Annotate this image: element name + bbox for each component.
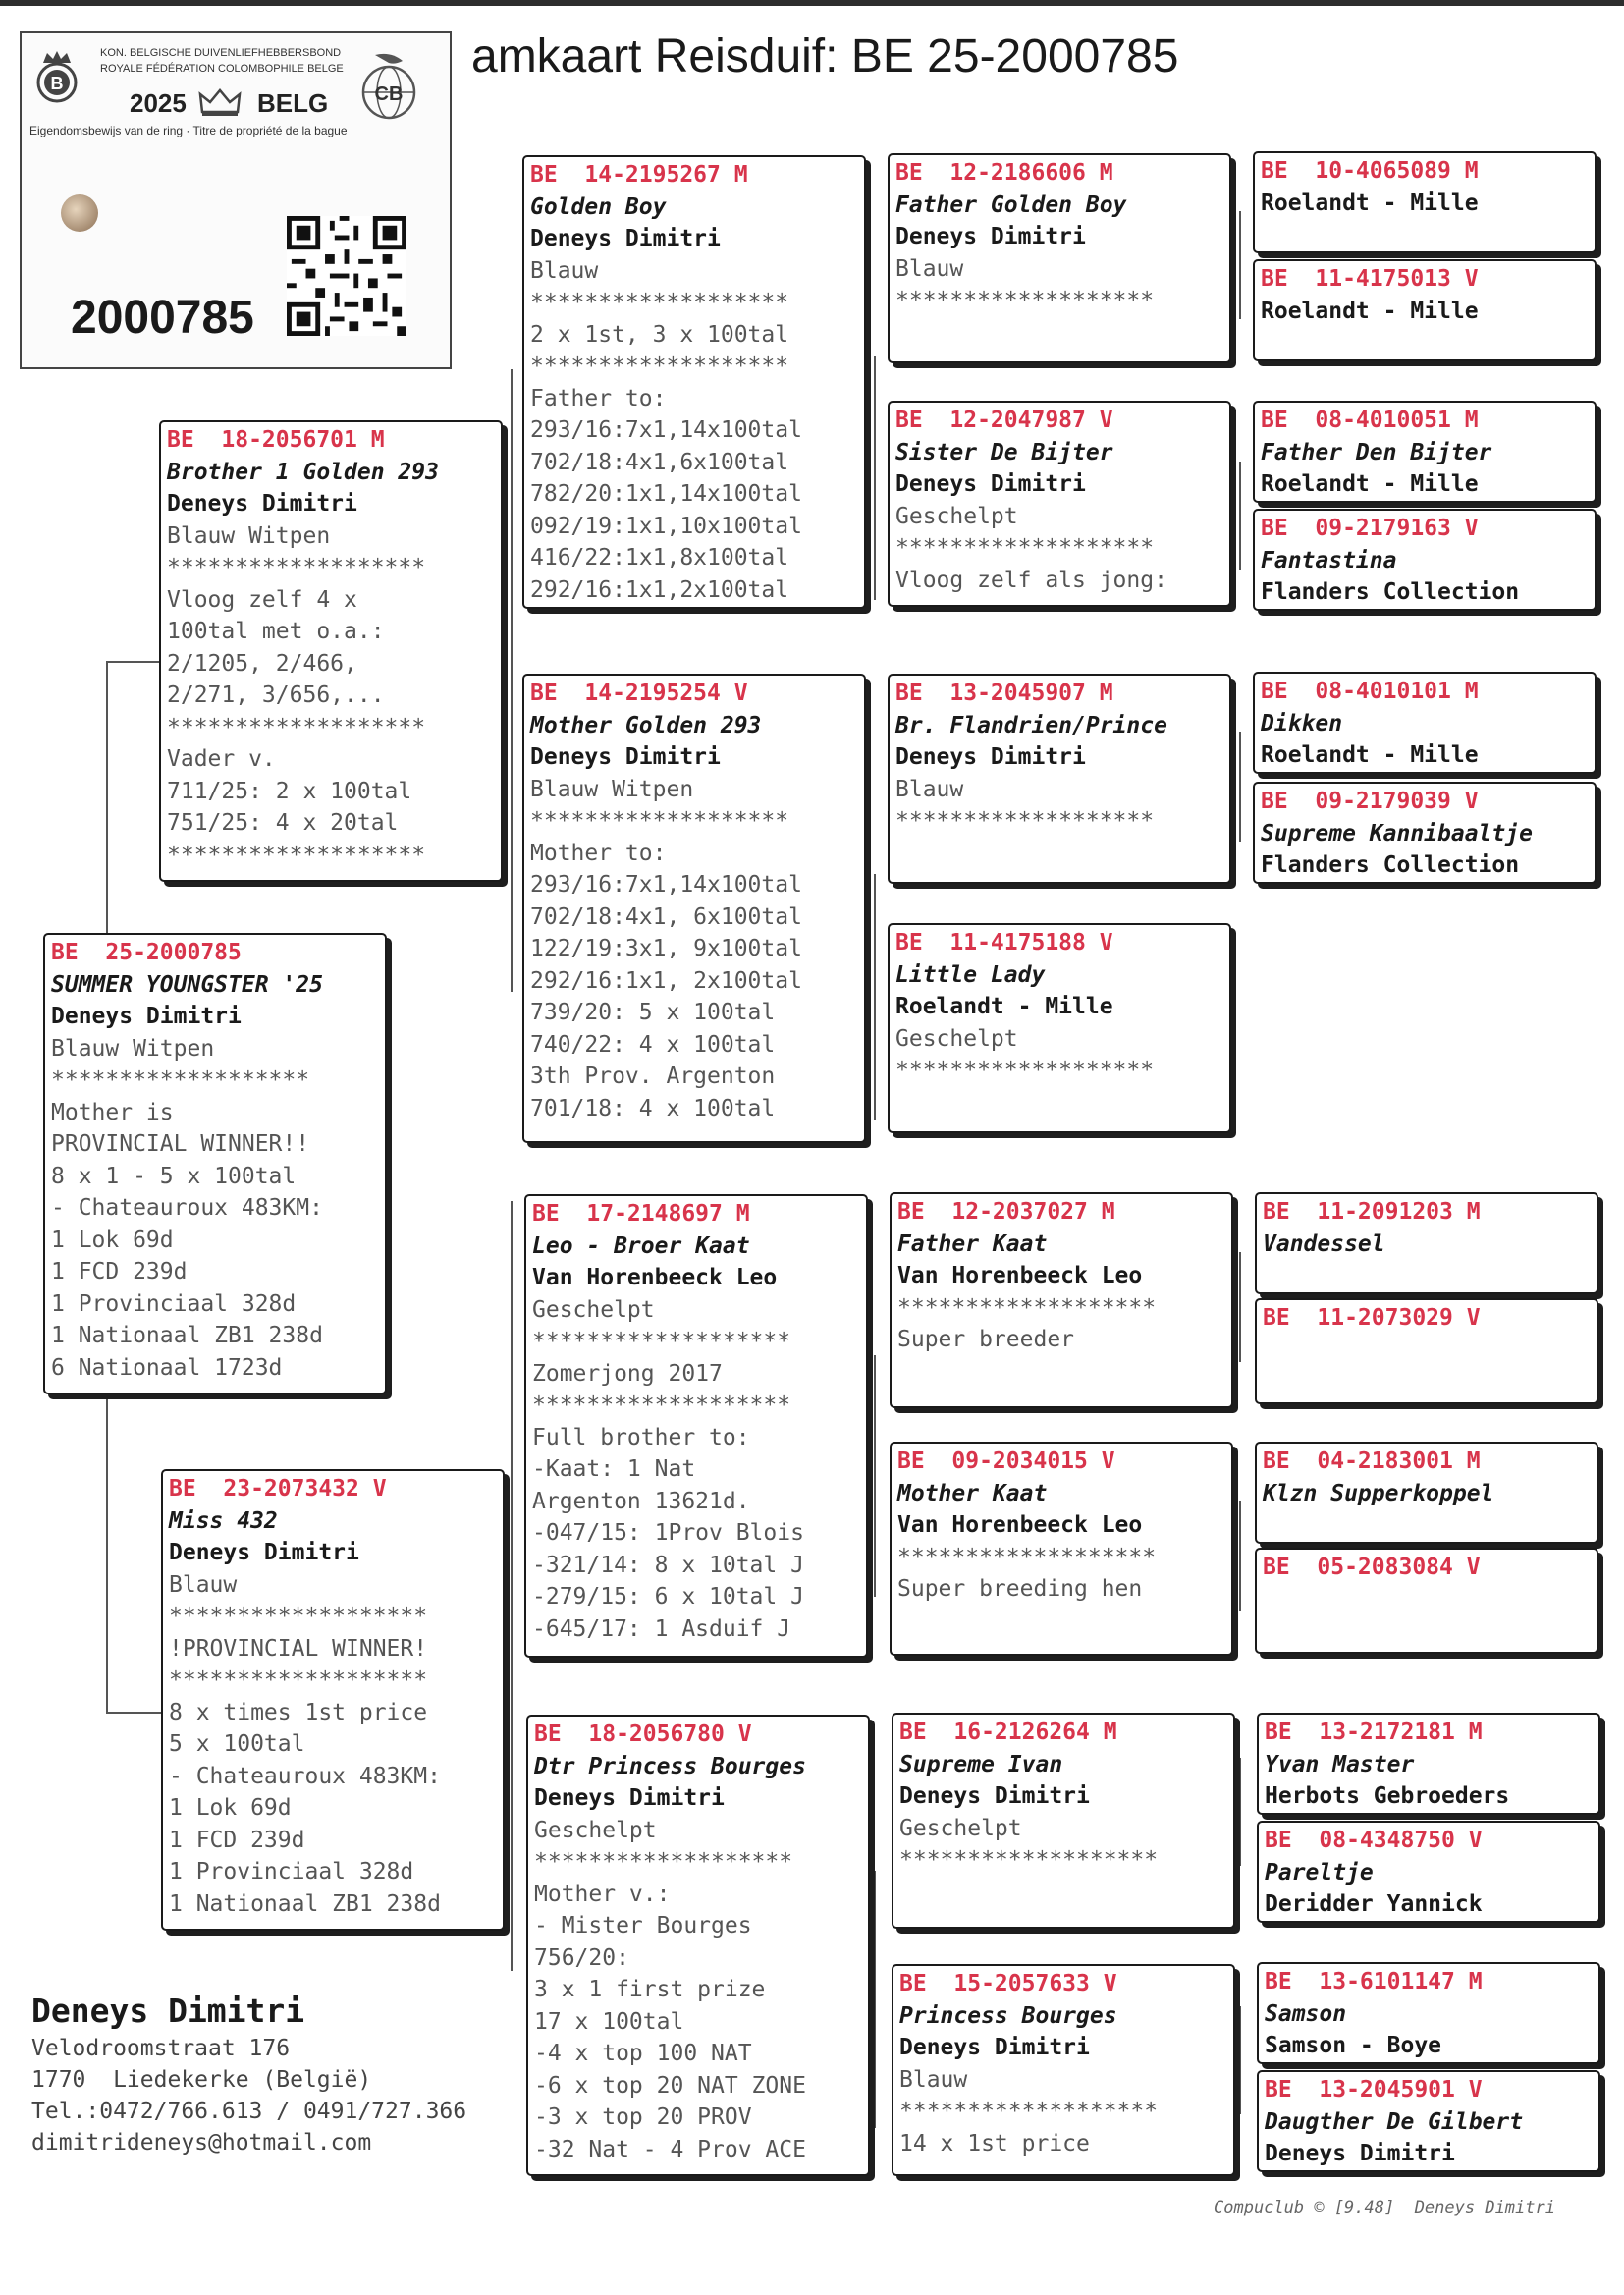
ring-number-label: BE 13-2045907 M xyxy=(895,681,1113,706)
separator-line: ******************* xyxy=(169,1667,428,1693)
ring-number-label: BE 13-2172181 M xyxy=(1265,1720,1483,1745)
ancestor-card-g9 xyxy=(1255,1192,1598,1294)
info-line: -4 x top 100 NAT xyxy=(534,2041,752,2066)
ancestor-card-fff xyxy=(888,153,1231,363)
separator-line: ******************* xyxy=(532,1329,791,1354)
info-line: 1 FCD 239d xyxy=(169,1827,305,1853)
info-line: 782/20:1x1,14x100tal xyxy=(530,481,802,507)
info-line: 701/18: 4 x 100tal xyxy=(530,1095,776,1121)
owner-name: Van Horenbeeck Leo xyxy=(532,1265,778,1290)
ancestor-card-mfm xyxy=(890,1442,1233,1656)
pigeon-name: Supreme Kannibaaltje xyxy=(1261,820,1533,847)
ancestor-card-g12 xyxy=(1255,1548,1598,1654)
globe-letters: CB xyxy=(374,83,404,105)
pigeon-name: Father Kaat xyxy=(897,1230,1048,1257)
owner-name: Samson - Boye xyxy=(1265,2033,1442,2058)
info-line: 1 Lok 69d xyxy=(51,1227,174,1253)
ring-number-label: BE 18-2056780 V xyxy=(534,1721,752,1747)
pigeon-colour: Blauw xyxy=(169,1571,238,1598)
ring-number-label: BE 14-2195267 M xyxy=(530,162,748,188)
separator-line: ******************* xyxy=(167,842,426,868)
pigeon-colour: Blauw Witpen xyxy=(51,1035,215,1062)
federation-name-fr: ROYALE FÉDÉRATION COLOMBOPHILE BELGE xyxy=(100,63,344,75)
pigeon-colour: Blauw xyxy=(895,776,964,802)
pigeon-name: Daugther De Gilbert xyxy=(1265,2108,1524,2135)
separator-line: ******************* xyxy=(897,1544,1157,1570)
info-line: - Chateauroux 483KM: xyxy=(51,1195,323,1221)
ring-number-label: BE 13-6101147 M xyxy=(1265,1969,1483,1994)
info-line: 5 x 100tal xyxy=(169,1731,305,1757)
breeder-email: dimitrideneys@hotmail.com xyxy=(31,2130,372,2156)
pigeon-name: Fantastina xyxy=(1261,547,1397,574)
pigeon-name: Mother Kaat xyxy=(897,1480,1048,1506)
owner-name: Roelandt - Mille xyxy=(1261,298,1479,324)
info-line: Vader v. xyxy=(167,746,276,772)
pigeon-name: Br. Flandrien/Prince xyxy=(895,712,1167,738)
info-line: -32 Nat - 4 Prov ACE xyxy=(534,2136,806,2162)
info-line: Mother is xyxy=(51,1099,174,1125)
ancestor-card-g11 xyxy=(1255,1442,1598,1544)
pigeon-name: Leo - Broer Kaat xyxy=(532,1232,750,1259)
ancestor-card-g5 xyxy=(1253,672,1597,774)
tree-line xyxy=(511,369,513,992)
owner-name: Roelandt - Mille xyxy=(895,994,1113,1019)
separator-line: ******************* xyxy=(897,1294,1157,1321)
info-line: 292/16:1x1,2x100tal xyxy=(530,576,789,603)
info-line: 100tal met o.a.: xyxy=(167,619,385,644)
owner-name: Deneys Dimitri xyxy=(530,744,721,770)
subject-pigeon-card xyxy=(43,933,387,1394)
info-line: 739/20: 5 x 100tal xyxy=(530,1000,776,1025)
info-line: -321/14: 8 x 10tal J xyxy=(532,1552,804,1578)
info-line: 1 Lok 69d xyxy=(169,1795,292,1821)
pigeon-name: Father Golden Boy xyxy=(895,191,1127,218)
pigeon-name: Sister De Bijter xyxy=(895,439,1113,465)
tree-line xyxy=(1239,1758,1241,1866)
ring-number-label: BE 08-4348750 V xyxy=(1265,1828,1483,1853)
info-line: 2 x 1st, 3 x 100tal xyxy=(530,321,789,348)
ring-card xyxy=(20,31,452,369)
tree-line xyxy=(106,661,108,938)
owner-name: Van Horenbeeck Leo xyxy=(897,1512,1143,1538)
pigeon-name: Mother Golden 293 xyxy=(530,712,762,738)
ancestor-card-g14 xyxy=(1257,1821,1600,1923)
software-credit: Compuclub © [9.48] Deneys Dimitri xyxy=(1214,2198,1555,2217)
info-line: 751/25: 4 x 20tal xyxy=(167,810,399,836)
ring-number-label: BE 12-2037027 M xyxy=(897,1199,1115,1225)
separator-line: ******************* xyxy=(51,1067,310,1093)
ring-number-label: BE 17-2148697 M xyxy=(532,1201,750,1227)
separator-line: ******************* xyxy=(532,1393,791,1418)
page-title: amkaart Reisduif: BE 25-2000785 xyxy=(471,30,1179,82)
info-line: 14 x 1st price xyxy=(899,2130,1090,2157)
pigeon-name: Brother 1 Golden 293 xyxy=(167,459,439,485)
ancestor-card-g3 xyxy=(1253,401,1597,503)
paternal-grandfather-card xyxy=(522,155,866,609)
info-line: PROVINCIAL WINNER!! xyxy=(51,1131,310,1157)
info-line: Super breeding hen xyxy=(897,1576,1143,1602)
info-line: 6 Nationaal 1723d xyxy=(51,1354,283,1381)
info-line: - Mister Bourges xyxy=(534,1913,752,1939)
separator-line: ******************* xyxy=(895,288,1155,313)
ring-number-label: BE 08-4010101 M xyxy=(1261,679,1479,704)
pigeon-colour: Geschelpt xyxy=(899,1815,1022,1841)
info-line: Vloog zelf 4 x xyxy=(167,586,357,613)
owner-name: Roelandt - Mille xyxy=(1261,471,1479,497)
ancestor-card-g1 xyxy=(1253,151,1597,253)
separator-line: ******************* xyxy=(895,1058,1155,1083)
info-line: 711/25: 2 x 100tal xyxy=(167,778,412,804)
info-line: 17 x 100tal xyxy=(534,2008,684,2035)
ring-country: BELG xyxy=(257,88,329,118)
pigeon-colour: Geschelpt xyxy=(895,1025,1018,1052)
info-line: !PROVINCIAL WINNER! xyxy=(169,1635,428,1662)
info-line: 8 x times 1st price xyxy=(169,1699,428,1725)
pigeon-name: Dtr Princess Bourges xyxy=(534,1753,806,1779)
federation-name-nl: KON. BELGISCHE DUIVENLIEFHEBBERSBOND xyxy=(100,47,342,59)
info-line: 416/22:1x1,8x100tal xyxy=(530,545,789,571)
info-line: 702/18:4x1,6x100tal xyxy=(530,449,789,475)
pigeon-colour: Geschelpt xyxy=(534,1817,657,1843)
owner-name: Deneys Dimitri xyxy=(895,224,1086,249)
tree-line xyxy=(874,1871,876,2128)
ring-number-label: BE 15-2057633 V xyxy=(899,1971,1117,1996)
ancestor-card-fmf xyxy=(888,674,1231,884)
info-line: 2/1205, 2/466, xyxy=(167,650,357,677)
ring-number-label: BE 18-2056701 M xyxy=(167,427,385,453)
separator-line: ******************* xyxy=(895,808,1155,834)
ring-number-label: BE 25-2000785 xyxy=(51,940,242,965)
ring-number-label: BE 12-2186606 M xyxy=(895,160,1113,186)
pigeon-name: Little Lady xyxy=(895,961,1046,988)
tree-line xyxy=(1239,462,1241,570)
owner-name: Deneys Dimitri xyxy=(899,1783,1090,1809)
ring-hole-icon xyxy=(61,194,98,232)
info-line: 2/271, 3/656,... xyxy=(167,683,385,708)
info-line: 702/18:4x1, 6x100tal xyxy=(530,903,802,930)
owner-name: Deneys Dimitri xyxy=(167,491,357,517)
ring-number-label: BE 11-2073029 V xyxy=(1263,1305,1481,1331)
pigeon-colour: Blauw xyxy=(895,255,964,282)
info-line: Argenton 13621d. xyxy=(532,1488,750,1514)
info-line: 1 FCD 239d xyxy=(51,1259,188,1284)
maternal-grandfather-card xyxy=(524,1194,868,1658)
info-line: -3 x top 20 PROV xyxy=(534,2104,752,2130)
mother-card xyxy=(161,1469,505,1931)
pigeon-name: Pareltje xyxy=(1265,1859,1374,1885)
ring-number-label: BE 11-2091203 M xyxy=(1263,1199,1481,1225)
maternal-grandmother-card xyxy=(526,1715,870,2176)
info-line: 1 Nationaal ZB1 238d xyxy=(169,1890,441,1917)
tree-line xyxy=(1239,732,1241,842)
ancestor-card-mff xyxy=(890,1192,1233,1408)
ancestor-card-g16 xyxy=(1257,2070,1600,2172)
owner-name: Herbots Gebroeders xyxy=(1265,1783,1510,1809)
ring-number-label: BE 11-4175013 V xyxy=(1261,266,1479,292)
info-line: 122/19:3x1, 9x100tal xyxy=(530,936,802,961)
pigeon-colour: Blauw xyxy=(530,257,599,284)
pigeon-colour: Blauw xyxy=(899,2066,968,2093)
info-line: 1 Provinciaal 328d xyxy=(169,1859,414,1885)
ancestor-card-g10 xyxy=(1255,1298,1598,1404)
pigeon-name: Klzn Supperkoppel xyxy=(1263,1480,1494,1506)
info-line: 1 Nationaal ZB1 238d xyxy=(51,1323,323,1348)
paternal-grandmother-card xyxy=(522,674,866,1143)
separator-line: ******************* xyxy=(899,1847,1159,1873)
ancestor-card-ffm xyxy=(888,401,1231,607)
pigeon-colour: Geschelpt xyxy=(532,1296,655,1323)
owner-name: Van Horenbeeck Leo xyxy=(897,1263,1143,1288)
breeder-name: Deneys Dimitri xyxy=(31,1992,305,2030)
ring-number-label: BE 04-2183001 M xyxy=(1263,1448,1481,1474)
ring-number-label: BE 11-4175188 V xyxy=(895,930,1113,956)
separator-line: ******************* xyxy=(530,290,789,315)
pigeon-colour: Geschelpt xyxy=(895,503,1018,529)
owner-name: Deneys Dimitri xyxy=(534,1785,725,1811)
breeder-street: Velodroomstraat 176 xyxy=(31,2036,291,2061)
tree-line xyxy=(106,1712,161,1714)
crown-icon xyxy=(196,86,244,118)
ring-number-label: BE 08-4010051 M xyxy=(1261,408,1479,433)
ring-year: 2025 xyxy=(130,88,187,118)
info-line: -6 x top 20 NAT ZONE xyxy=(534,2072,806,2099)
pigeon-name: Princess Bourges xyxy=(899,2002,1117,2029)
owner-name: Deneys Dimitri xyxy=(169,1540,359,1565)
info-line: 1 Provinciaal 328d xyxy=(51,1290,297,1317)
info-line: - Chateauroux 483KM: xyxy=(169,1763,441,1789)
info-line: Full brother to: xyxy=(532,1424,750,1450)
qr-code-icon xyxy=(287,216,406,336)
owner-name: Deneys Dimitri xyxy=(899,2035,1090,2060)
info-line: Super breeder xyxy=(897,1327,1075,1352)
tree-line xyxy=(1239,1501,1241,1611)
ring-number-label: BE 12-2047987 V xyxy=(895,408,1113,433)
ancestor-card-g13 xyxy=(1257,1713,1600,1815)
tree-line xyxy=(874,356,876,600)
ancestor-card-mmf xyxy=(892,1713,1235,1929)
owner-name: Flanders Collection xyxy=(1261,852,1520,878)
info-line: 740/22: 4 x 100tal xyxy=(530,1031,776,1058)
owner-name: Deridder Yannick xyxy=(1265,1891,1483,1917)
tree-line xyxy=(874,1355,876,1597)
tree-line xyxy=(1239,1252,1241,1362)
father-card xyxy=(159,420,503,882)
breeder-phone: Tel.:0472/766.613 / 0491/727.366 xyxy=(31,2099,467,2124)
ring-number-label: BE 10-4065089 M xyxy=(1261,158,1479,184)
breeder-city: 1770 Liedekerke (België) xyxy=(31,2067,372,2093)
ring-number-label: BE 09-2034015 V xyxy=(897,1448,1115,1474)
separator-line: ******************* xyxy=(167,714,426,740)
owner-name: Roelandt - Mille xyxy=(1261,742,1479,768)
ownership-caption: Eigendomsbewijs van de ring · Titre de propriété de la bague xyxy=(29,124,348,137)
ancestor-card-g2 xyxy=(1253,259,1597,361)
info-line: 293/16:7x1,14x100tal xyxy=(530,417,802,443)
separator-line: ******************* xyxy=(167,555,426,580)
ring-number-label: BE 09-2179039 V xyxy=(1261,789,1479,814)
tree-line xyxy=(511,1201,513,1971)
pigeon-name: Father Den Bijter xyxy=(1261,439,1492,465)
info-line: -645/17: 1 Asduif J xyxy=(532,1615,791,1642)
info-line: -Kaat: 1 Nat xyxy=(532,1456,696,1482)
ring-number: 2000785 xyxy=(71,292,254,344)
logo-letter: B xyxy=(50,74,64,93)
ring-number-label: BE 09-2179163 V xyxy=(1261,516,1479,541)
owner-name: Flanders Collection xyxy=(1261,579,1520,605)
owner-name: Roelandt - Mille xyxy=(1261,190,1479,216)
ancestor-card-g6 xyxy=(1253,782,1597,884)
ancestor-card-g15 xyxy=(1257,1962,1600,2064)
separator-line: ******************* xyxy=(895,535,1155,561)
tree-line xyxy=(106,1388,108,1714)
tree-line xyxy=(106,661,161,663)
pigeon-colour: Blauw Witpen xyxy=(167,522,331,549)
info-line: Mother to: xyxy=(530,840,667,866)
owner-name: Deneys Dimitri xyxy=(895,744,1086,770)
pigeon-colour: Blauw Witpen xyxy=(530,776,694,802)
pigeon-name: Miss 432 xyxy=(169,1507,278,1534)
pigeon-name: SUMMER YOUNGSTER '25 xyxy=(51,971,323,998)
info-line: 092/19:1x1,10x100tal xyxy=(530,513,802,539)
info-line: 292/16:1x1, 2x100tal xyxy=(530,967,802,994)
info-line: 293/16:7x1,14x100tal xyxy=(530,872,802,898)
info-line: -279/15: 6 x 10tal J xyxy=(532,1584,804,1610)
info-line: Mother v.: xyxy=(534,1881,671,1907)
pigeon-name: Golden Boy xyxy=(530,193,667,220)
info-line: -047/15: 1Prov Blois xyxy=(532,1520,804,1546)
federation-logo-icon xyxy=(33,49,81,104)
pigeon-name: Supreme Ivan xyxy=(899,1751,1063,1777)
ring-number-label: BE 05-2083084 V xyxy=(1263,1555,1481,1580)
pigeon-name: Vandessel xyxy=(1263,1230,1385,1257)
pigeon-name: Dikken xyxy=(1261,710,1343,737)
tree-line xyxy=(874,874,876,1120)
pigeon-globe-icon xyxy=(346,51,432,122)
pigeon-name: Samson xyxy=(1265,2000,1347,2027)
info-line: Zomerjong 2017 xyxy=(532,1360,723,1387)
info-line: Father to: xyxy=(530,385,667,411)
separator-line: ******************* xyxy=(899,2099,1159,2124)
separator-line: ******************* xyxy=(534,1849,793,1875)
owner-name: Deneys Dimitri xyxy=(51,1004,242,1029)
owner-name: Deneys Dimitri xyxy=(1265,2141,1455,2166)
ring-number-label: BE 14-2195254 V xyxy=(530,681,748,706)
tree-line xyxy=(1239,2006,1241,2114)
separator-line: ******************* xyxy=(530,808,789,834)
separator-line: ******************* xyxy=(530,354,789,379)
separator-line: ******************* xyxy=(169,1604,428,1629)
ancestor-card-mmm xyxy=(892,1964,1235,2176)
ring-number-label: BE 16-2126264 M xyxy=(899,1720,1117,1745)
ring-number-label: BE 23-2073432 V xyxy=(169,1476,387,1502)
info-line: 756/20: xyxy=(534,1944,629,1971)
info-line: Vloog zelf als jong: xyxy=(895,567,1167,593)
info-line: 8 x 1 - 5 x 100tal xyxy=(51,1163,297,1189)
owner-name: Deneys Dimitri xyxy=(530,226,721,251)
pigeon-name: Yvan Master xyxy=(1265,1751,1415,1777)
owner-name: Deneys Dimitri xyxy=(895,471,1086,497)
ancestor-card-fmm xyxy=(888,923,1231,1133)
top-border xyxy=(0,0,1624,6)
info-line: 3 x 1 first prize xyxy=(534,1977,766,2002)
ring-number-label: BE 13-2045901 V xyxy=(1265,2077,1483,2103)
tree-line xyxy=(1239,211,1241,319)
info-line: 3th Prov. Argenton xyxy=(530,1064,776,1089)
ancestor-card-g4 xyxy=(1253,509,1597,611)
